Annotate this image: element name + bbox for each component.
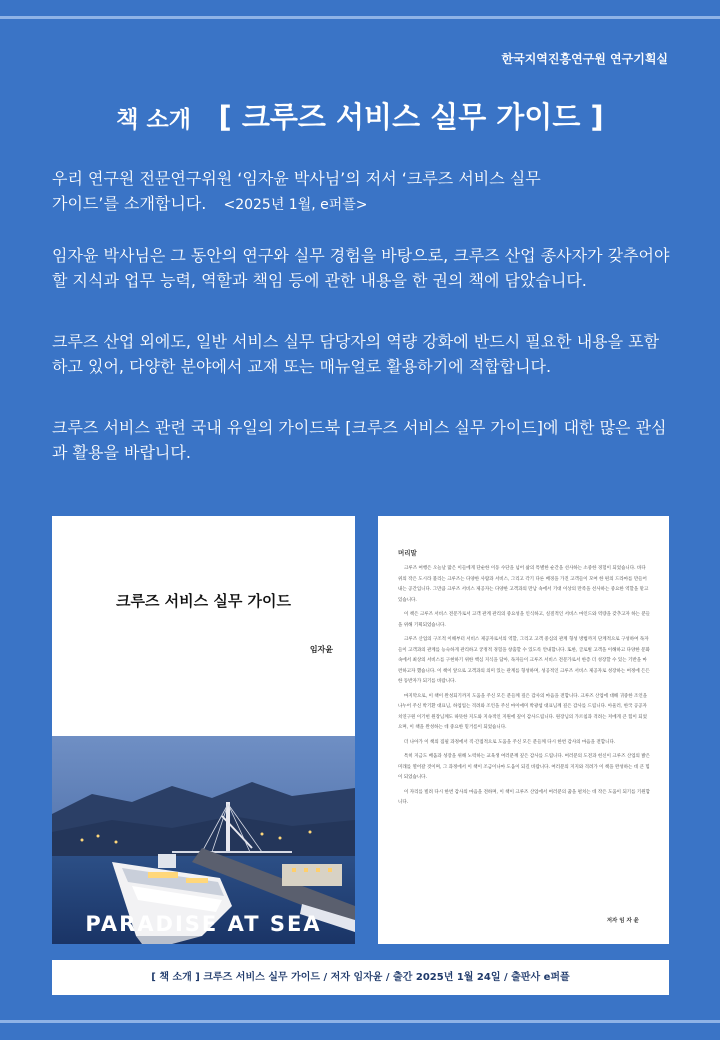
- cover-title: 크루즈 서비스 실무 가이드: [115, 592, 292, 610]
- preface-heading: 머리말: [398, 549, 417, 557]
- title-label: 책 소개: [116, 107, 191, 133]
- organization-label: 한국지역진흥연구원 연구기획실: [501, 52, 668, 66]
- description-paragraph-2: 크루즈 산업 외에도, 일반 서비스 실무 담당자의 역량 강화에 반드시 필요한 내용을 포함하고 있어, 다양한 분야에서 교재 또는 매뉴얼로 활용하기에 적합합니다.: [52, 332, 660, 376]
- cover-tagline: PARADISE AT SEA: [85, 912, 322, 936]
- publish-date: <2025년 1월, e퍼플>: [223, 197, 368, 213]
- intro-paragraph: [52, 166, 672, 218]
- description-paragraph-1: 임자윤 박사님은 그 동안의 연구와 실무 경험을 바탕으로, 크루즈 산업 종사자가 갖추어야 할 지식과 업무 능력, 역할과 책임 등에 관한 내용을 한 권의 책에 담았습니다.: [52, 246, 670, 290]
- preface-paragraph: 크루즈 여행은 오늘날 많은 이들에게 단순한 이동 수단을 넘어 삶의 특별한 순간을 선사하는 소중한 경험이 되었습니다. 바다 위의 작은 도시라 불리는 크루즈는 다양한 사람과 서비스, 그리고 각기 다른 배경을 가진 고객들이 모여 한 편의 드라마를 만들어내는 공간입니다. 그만큼 크루즈 서비스 제공자는 다양한 고객과의 만남 속에서 기대 이상의 만족을 선사하는 중요한 역할을 맡고 있습니다.: [398, 566, 649, 603]
- preface-paragraph: 특히 지금도 배움과 성장을 위해 노력하는 교육생 여러분께 깊은 감사를 드립니다. 여러분의 도전과 헌신이 크루즈 산업의 밝은 미래를 열어갈 것이며, 그 과정에서 이 책이 조금이나마 도움이 되길 바랍니다. 여러분의 지지와 격려가 이 책을 완성하는 데 큰 힘이 되었습니다.: [398, 754, 651, 780]
- bottom-divider: [0, 1020, 720, 1023]
- preface-signature: 저자 임 자 윤: [606, 918, 639, 924]
- book-cover-image: [52, 516, 355, 944]
- description-paragraph-3: 크루즈 서비스 관련 국내 유일의 가이드북 [크루즈 서비스 실무 가이드]에 대한 많은 관심과 활용을 바랍니다.: [52, 418, 667, 462]
- cover-author: 임자윤: [309, 645, 333, 654]
- preface-page-image: [378, 516, 669, 944]
- page-title: [0, 95, 720, 136]
- preface-paragraph: 이 책은 크루즈 서비스 전문가로서 고객 관계 관리의 중요성을 인식하고, 실질적인 서비스 마인드와 역량을 갖추고자 하는 분들을 위해 기획되었습니다.: [398, 612, 651, 628]
- top-divider: [0, 16, 720, 19]
- preface-paragraph: 크루즈 산업의 구조적 이해부터 서비스 제공자로서의 역할, 그리고 고객 중심의 관계 형성 방법까지 단계적으로 구성하여 독자들이 고객과의 관계를 능숙하게 관리하고 궁정적 경험을 창출할 수 있도록 안내합니다. 또한, 글로벌 고객을 이해하고 다양한 문화 속에서 최상의 서비스를 구현하기 위한 핵심 지식을 담아, 독자들이 크루즈 서비스 전문가로서 한층 더 성장할 수 있는 기반을 마련하고자 했습니다. 이 책이 앞으로 고객과의 의미 있는 관계를 형성하며, 성공적인 크루즈 서비스 제공자로 성장하는 여정에 든든한 동반자가 되기를 바랍니다.: [398, 637, 650, 684]
- intro-line-1: 우리 연구원 전문연구위원 ‘임자윤 박사님’의 저서 ‘크루즈 서비스 실무: [52, 169, 541, 188]
- preface-paragraph: 이 자리를 빌려 다시 한번 감사의 마음을 전하며, 이 책이 크루즈 산업에서 여러분의 꿈을 펼치는 데 작은 도움이 되기를 기원합니다.: [398, 789, 650, 805]
- intro-line-2: 가이드’를 소개합니다.: [52, 194, 207, 213]
- book-info-caption: [ 책 소개 ] 크루즈 서비스 실무 가이드 / 저자 임자윤 / 출간 2025년 1월 24일 / 출판사 e퍼플: [52, 960, 669, 995]
- preface-body: [398, 564, 651, 813]
- preface-paragraph: 더 나아가 이 책의 집필 과정에서 직·간접적으로 도움을 주신 모든 분들께 다시 한번 감사의 마음을 전합니다.: [404, 739, 616, 745]
- book-title: [ 크루즈 서비스 실무 가이드 ]: [218, 100, 604, 134]
- preface-paragraph: 마지막으로, 이 책이 완성되기까지 도움을 주신 모든 분들께 깊은 감사의 마음을 전합니다. 크루즈 산업에 대해 귀중한 조언을 나누어 주신 박기환 대표님, 하업업는 격려와 조언을 주신 마이애미 박광섭 대표님께 깊은 감사를 드립니다. 아울러, 한국 공공자치연구원 이기헌 원장님께도 따뜻한 지도와 지속적인 지원에 깊이 감사드립니다. 원장님의 가르침과 격려는 저에게 큰 힘이 되었으며, 이 책을 완성하는 데 중요한 밑거름이 되었습니다.: [398, 693, 648, 730]
